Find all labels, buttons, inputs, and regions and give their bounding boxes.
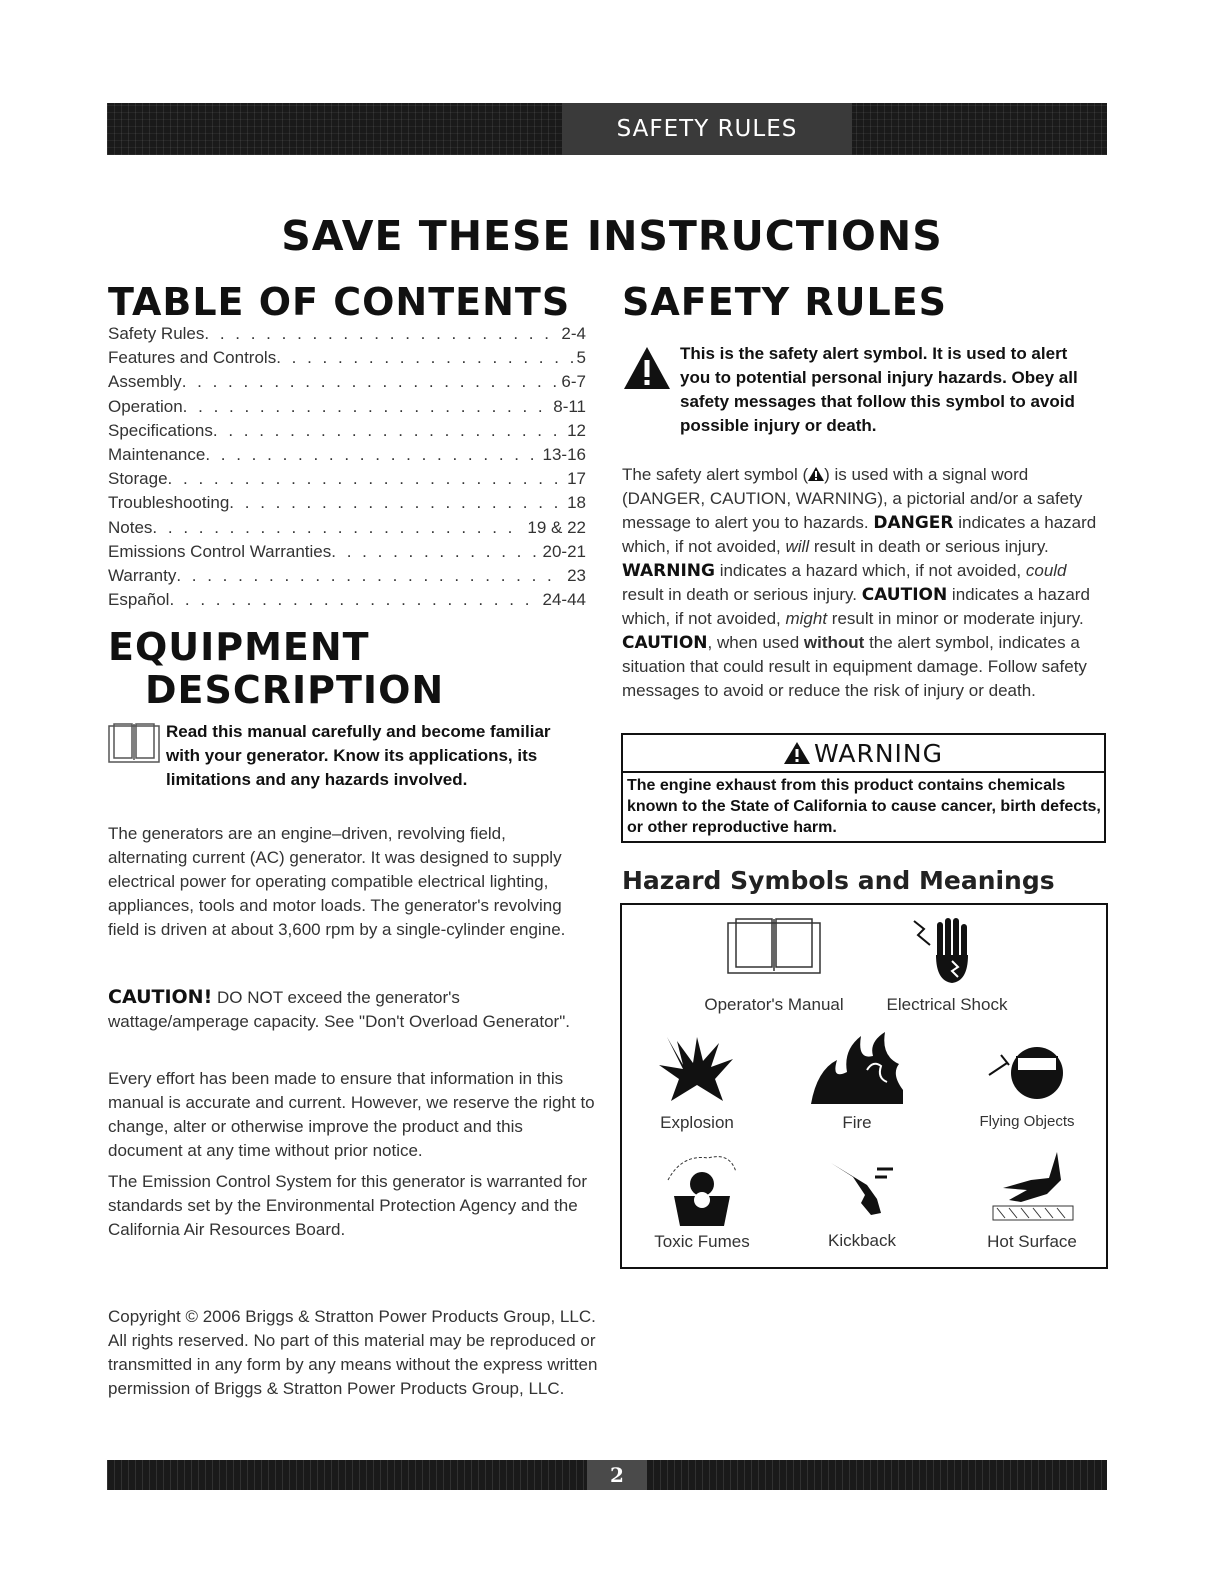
warning-word: WARNING xyxy=(622,561,715,581)
toc-entry-page: 23 xyxy=(567,566,586,586)
toc-leader-dots xyxy=(182,370,558,394)
toc-entry-page: 18 xyxy=(567,493,586,513)
toc-entry xyxy=(108,443,586,467)
hazard-label: Operator's Manual xyxy=(704,995,844,1014)
toc-entry xyxy=(108,395,586,419)
caution-label: CAUTION! xyxy=(108,986,213,1008)
toc-entry-label: Assembly xyxy=(108,372,182,392)
book-icon xyxy=(726,915,822,975)
toc-leader-dots xyxy=(276,346,572,370)
warning-box-text: The engine exhaust from this product contains chemicals known to the State of California to cause cancer, birth defects, or other reproductive harm. xyxy=(627,777,1101,836)
toc-entry xyxy=(108,346,586,370)
explosion-icon xyxy=(657,1035,737,1105)
hot-surface-icon xyxy=(987,1150,1077,1226)
hazard-label: Hot Surface xyxy=(987,1232,1077,1251)
toc-entry-page: 13-16 xyxy=(542,445,586,465)
caution-word: CAUTION xyxy=(861,585,948,605)
toc-leader-dots xyxy=(183,395,550,419)
footer-bar xyxy=(107,1460,1107,1490)
toc-entry-page: 8-11 xyxy=(553,396,586,416)
toc-entry-page: 17 xyxy=(567,469,586,489)
hazard-hot-surface xyxy=(967,1150,1097,1252)
toc-entry-label: Español xyxy=(108,590,170,610)
toc-leader-dots xyxy=(331,540,538,564)
toc-entry-label: Operation xyxy=(108,396,183,416)
hazard-kickback xyxy=(807,1155,917,1251)
electric-shock-icon xyxy=(912,915,982,987)
safety-alert-icon xyxy=(622,345,672,391)
toc-entry-page: 20-21 xyxy=(542,541,586,561)
toc-entry xyxy=(108,491,586,515)
toc-leader-dots xyxy=(176,564,563,588)
california-warning-box xyxy=(621,733,1106,843)
toc-leader-dots xyxy=(205,443,538,467)
toc-entry-label: Storage xyxy=(108,469,168,489)
hazard-flying-objects xyxy=(962,1035,1092,1130)
toc-entry-page: 12 xyxy=(567,420,586,440)
hazard-label: Toxic Fumes xyxy=(654,1232,750,1251)
toc-entry-label: Maintenance xyxy=(108,445,206,465)
page-title: SAVE THESE INSTRUCTIONS xyxy=(281,212,943,260)
hazard-toxic-fumes xyxy=(642,1150,762,1252)
safety-alert-note: This is the safety alert symbol. It is used to alert you to potential personal injury hazards. Obey all safety messages that follow this symbol to avoid possible injury or death. xyxy=(680,344,1078,435)
toc-entry-page: 19 & 22 xyxy=(527,517,586,537)
manual-book-icon xyxy=(108,720,160,764)
toc-entry-page: 6-7 xyxy=(561,372,586,392)
toc-entry xyxy=(108,564,586,588)
fire-icon xyxy=(807,1030,907,1105)
toc-entry-label: Notes xyxy=(108,517,153,537)
caution-text: DO NOT exceed the generator's wattage/amperage capacity. See "Don't Overload Generator". xyxy=(108,988,570,1031)
hazard-symbols-panel xyxy=(620,903,1108,1269)
toc-entry-page: 24-44 xyxy=(542,590,586,610)
manual-read-note: Read this manual carefully and become familiar with your generator. Know its applications, its limitations and any hazards involved. xyxy=(166,722,551,789)
equipment-caution xyxy=(108,985,588,1034)
page-number: 2 xyxy=(587,1460,647,1490)
equipment-paragraph-1: The generators are an engine–driven, revolving field, alternating current (AC) generator. It was designed to supply electrical power for operating compatible electrical lighting, appliances, tools and motor loads. The generator's revolving field is driven at about 3,600 rpm by a single-cylinder engine. xyxy=(108,824,566,939)
toc-entry-label: Safety Rules xyxy=(108,324,205,343)
toc-entry-page: 5 xyxy=(576,348,586,368)
toc-entry-label: Emissions Control Warranties xyxy=(108,541,332,561)
warning-box-title: WARNING xyxy=(623,735,1104,773)
hazard-explosion xyxy=(642,1035,752,1133)
hazard-operators-manual xyxy=(704,915,844,1015)
flying-objects-icon xyxy=(987,1035,1067,1105)
toc-entry-page: 2-4 xyxy=(561,324,586,343)
equipment-heading-line2: DESCRIPTION xyxy=(145,668,445,712)
hazard-label: Explosion xyxy=(660,1113,734,1132)
toc-leader-dots xyxy=(204,322,557,346)
copyright-notice: Copyright © 2006 Briggs & Stratton Power Products Group, LLC. All rights reserved. No part of this material may be reproduced or transmitted in any form by any means without the express written permission of Briggs & Stratton Power Products Group, LLC. xyxy=(108,1307,598,1398)
hazard-label: Electrical Shock xyxy=(886,995,1008,1014)
hazard-label: Flying Objects xyxy=(979,1113,1075,1130)
hazard-symbols-heading: Hazard Symbols and Meanings xyxy=(622,866,1055,895)
kickback-icon xyxy=(827,1155,897,1225)
toc-heading: TABLE OF CONTENTS xyxy=(108,280,571,324)
toc-entry xyxy=(108,322,586,346)
hazard-label: Kickback xyxy=(827,1231,897,1250)
toc-leader-dots xyxy=(168,467,564,491)
toc-entry-label: Features and Controls xyxy=(108,348,277,368)
toc-entry-label: Troubleshooting xyxy=(108,493,230,513)
equipment-heading-line1: EQUIPMENT xyxy=(108,625,370,669)
toc-entry xyxy=(108,540,586,564)
equipment-paragraph-4: The Emission Control System for this generator is warranted for standards set by the Environmental Protection Agency and the California Air Resources Board. xyxy=(108,1172,588,1239)
inline-alert-icon xyxy=(808,467,824,481)
hazard-electrical-shock xyxy=(872,915,1022,1015)
toc-leader-dots xyxy=(213,419,563,443)
toc-entry xyxy=(108,467,586,491)
equipment-paragraph-3: Every effort has been made to ensure that information in this manual is accurate and current. However, we reserve the right to change, alter or otherwise improve the product and this document at any time without prior notice. xyxy=(108,1069,595,1160)
table-of-contents xyxy=(108,322,586,612)
toxic-fumes-icon xyxy=(664,1150,740,1226)
toc-leader-dots xyxy=(152,516,523,540)
toc-leader-dots xyxy=(169,588,538,612)
toc-entry xyxy=(108,588,586,612)
signal-word-paragraph: The safety alert symbol ( ) is used with a signal word (DANGER, CAUTION, WARNING), a pictorial and/or a safety message to alert you to hazards. DANGER indicates a hazard which, if not avoided, will result in death or serious injury. WARNING indicates a hazard which, if not avoided, could result in death or serious injury. CAUTION indicates a hazard which, if not avoided, might result in minor or moderate injury. CAUTION, when used without the alert symbol, indicates a situation that could result in equipment damage. Follow safety messages to avoid or reduce the risk of injury or death. xyxy=(622,465,1097,700)
toc-entry xyxy=(108,370,586,394)
toc-entry-label: Warranty xyxy=(108,566,177,586)
header-banner xyxy=(107,103,1107,155)
danger-word: DANGER xyxy=(873,513,954,533)
header-banner-label: SAFETY RULES xyxy=(562,103,852,155)
toc-entry xyxy=(108,419,586,443)
toc-entry xyxy=(108,516,586,540)
hazard-label: Fire xyxy=(842,1113,872,1132)
hazard-fire xyxy=(802,1030,912,1133)
safety-rules-heading: SAFETY RULES xyxy=(622,280,948,324)
caution-word-2: CAUTION xyxy=(622,633,708,653)
toc-leader-dots xyxy=(229,491,563,515)
toc-entry-label: Specifications xyxy=(108,420,213,440)
warning-alert-icon xyxy=(784,742,810,764)
